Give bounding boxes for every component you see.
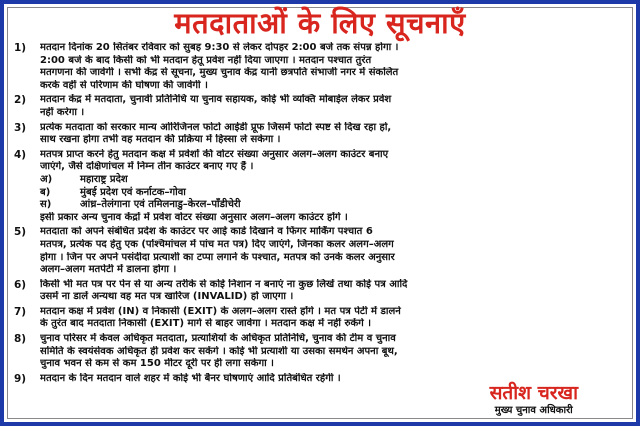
sub-item [40,199,626,212]
list-item [14,122,626,147]
list-item [14,226,626,276]
item-line: प्रत्येक मतदाता को सरकार मान्य ओरिजिनल फोटो आईडी प्रूफ जिसमें फोटो स्पष्ट से दिख रहा हो, [40,121,392,133]
sub-item-label: ब) [40,186,51,198]
sub-item-text: आंध्र–तेलंगाना एवं तमिलनाडु–केरल–पाँडीचेरी [80,199,241,211]
item-body [40,306,626,331]
sub-item [40,174,626,187]
signature-block [490,382,578,418]
list-item [14,149,626,225]
item-body [40,94,626,119]
sub-item-text: महाराष्ट्र प्रदेश [80,173,128,185]
item-line: मतदान केंद्र में मतदाता, चुनावी प्रतिनिधि या चुनाव सहायक, कोई भी व्यक्ति मोबाईल लेकर प्रवेश [40,94,392,106]
item-body [40,122,626,147]
instruction-list [14,42,626,387]
item-body [40,333,626,371]
sub-item-text: मुंबई प्रदेश एवं कर्नाटक–गोवा [80,186,186,198]
item-line: होगा । जिन पर अपने पसंदीदा प्रत्याशी का टप्पा लगाने के पश्चात, मतपत्र को उनके कलर अनुसार [40,251,395,263]
item-body [40,226,626,276]
item-body [40,149,626,225]
item-number: 4) [14,148,27,161]
item-line: मतपत्र, प्रत्येक पद हेतु एक (पश्चिमांचल में पांच मत पत्र) दिए जाएंगे, जिनका कलर अलग–अलग [40,238,394,250]
item-line: इसी प्रकार अन्य चुनाव केंद्रों में प्रवेश वोटर संख्या अनुसार अलग–अलग काउंटर होंगे । [40,211,348,223]
item-line: जाएंगे, जैसे दक्षिणांचल में निम्न तीन काउंटर बनाए गए हैं । [40,161,254,173]
item-number: 7) [14,305,27,318]
item-line: चुनाव भवन से कम से कम 150 मीटर दूरी पर ही लगा सकेगा । [40,358,274,370]
list-item [14,42,626,92]
item-number: 2) [14,94,27,107]
item-line: मतगणना की जावेगी । सभी केंद्र से सूचना, मुख्य चुनाव केंद्र यानी छत्रपति संभाजी नगर में संकलित [40,67,399,79]
item-number: 1) [14,42,27,54]
item-line: उसमें ना डालें अन्यथा वह मत पत्र खारिज (INVALID) हो जाएगा । [40,291,294,303]
list-item [14,279,626,304]
sub-item-label: अ) [40,173,53,185]
item-line: मतदान के दिन मतदान वाले शहर में कोई भी बैनर घोषणाएं आदि प्रतिबंधित रहेगी । [40,372,341,384]
list-item [14,94,626,119]
item-number: 8) [14,333,27,346]
item-body [40,279,626,304]
item-line: चुनाव परिसर में केवल अधिकृत मतदाता, प्रत्याशियों के अधिकृत प्रतिनिधि, चुनाव की टीम व चुनाव [40,333,396,345]
item-line: करके वहीं से परिणाम की घोषणा की जावेगी । [40,79,208,91]
notice-title: मतदाताओं के लिए सूचनाएँ [174,6,466,40]
item-body [40,42,626,92]
item-line: समिति के स्वयंसेवक अधिकृत ही प्रवेश कर सकेंगे । कोई भी प्रत्याशी या उसका समर्थन अपना बूथ, [40,345,398,357]
item-line: किसी भी मत पत्र पर पेन से या अन्य तरीके से कोई निशान न बनाएं ना कुछ लिखें तथा कोई पत्र आदि [40,278,408,290]
signature-name: सतीश चरखा [489,382,578,404]
signature-role: मुख्य चुनाव अधिकारी [494,405,573,416]
item-line: मतपत्र प्राप्त करने हेतु मतदान कक्ष में प्रवेशों की वोटर संख्या अनुसार अलग–अलग काउंटर बनाए [40,148,389,160]
item-line: नहीं करेगा । [40,106,85,118]
item-line: मतदाता को अपने संबंधित प्रदेश के काउंटर पर आई कार्ड दिखाने व फिंगर मार्किंग पश्चात 6 [40,226,373,238]
item-line: के तुरंत बाद मतदाता निकासी (EXIT) मार्ग से बाहर जावेगा । मतदान कक्ष में नहीं रुकेंगे । [40,318,372,330]
item-line: अलग–अलग मतपेटी में डालना होगा । [40,264,177,276]
item-line: मतदान दिनांक 20 सितंबर रविवार को सुबह 9:30 से लेकर दोपहर 2:00 बजे तक संपन्न होगा । [40,42,399,53]
list-item [14,306,626,331]
sub-item-label: स) [40,199,52,211]
item-number: 3) [14,121,27,134]
item-number: 9) [14,372,27,385]
item-number: 5) [14,226,27,239]
sub-item [40,187,626,200]
item-line: साथ रखना होगा तभी वह मतदान की प्रक्रिया में हिस्सा ले सकेगा । [40,134,281,146]
list-item [14,333,626,371]
item-number: 6) [14,278,27,291]
item-line: मतदान कक्ष में प्रवेश (IN) व निकासी (EXIT) के अलग–अलग रास्ते होंगे । मत पत्र पेटी में डालने [40,305,401,317]
item-line: 2:00 बजे के बाद किसी को भी मतदान हेतू प्रवेश नहीं दिया जाएगा । मतदान पश्चात तुरंत [40,54,372,66]
